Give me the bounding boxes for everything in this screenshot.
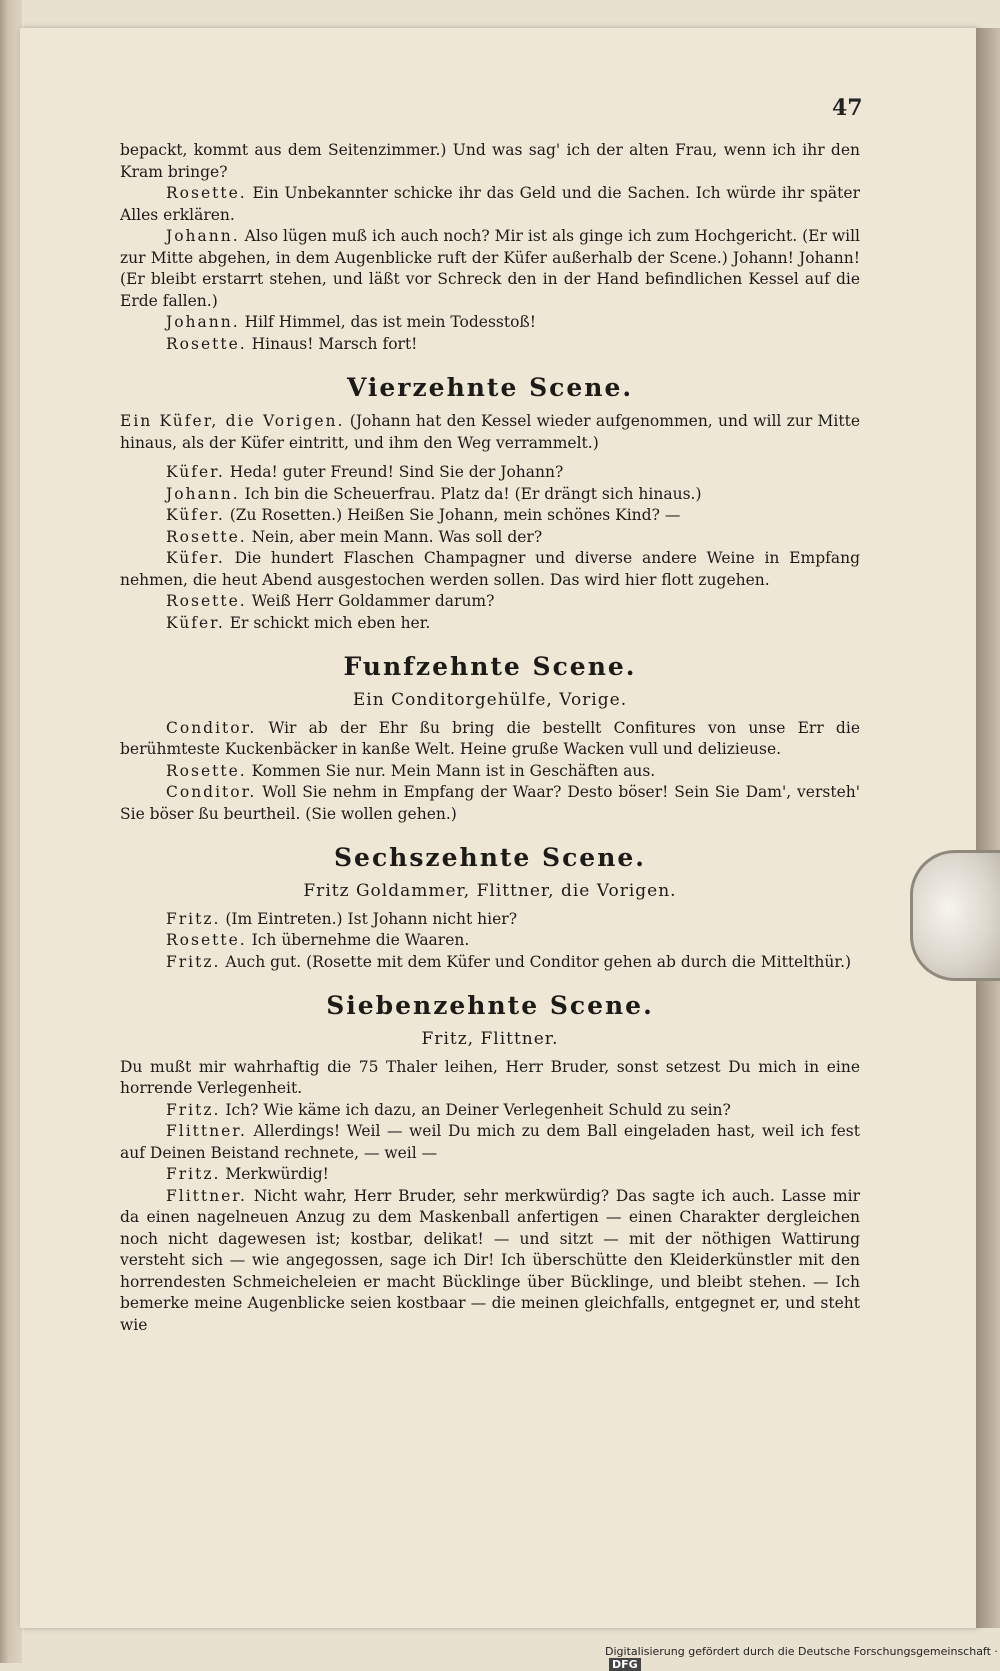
speaker: Fritz.	[166, 1100, 221, 1119]
dialogue-line	[120, 484, 860, 506]
cast-list: Fritz, Flittner.	[421, 1029, 559, 1049]
speech: Ich? Wie käme ich dazu, an Deiner Verlegenheit Schuld zu sein?	[220, 1100, 731, 1119]
speech: Heda! guter Freund! Sind Sie der Johann?	[224, 463, 564, 481]
speaker: Flittner.	[166, 1122, 247, 1140]
dialogue-line	[120, 1186, 860, 1337]
speaker: Küfer.	[166, 506, 225, 524]
speaker: Flittner.	[166, 1186, 247, 1205]
speech: Wir ab der Ehr ßu bring die bestellt Confitures von unse Err die berühmteste Kuckenbäcker in kanße Welt. Heine gruße Wacken vull und delizieuse.	[120, 718, 860, 758]
magnifier-glass	[910, 850, 1000, 981]
stage-direction	[120, 411, 860, 454]
paragraph: bepackt, kommt aus dem Seitenzimmer.) Und was sag' ich der alten Frau, wenn ich ihr den Kram bringe?	[120, 141, 860, 181]
book-gutter	[0, 0, 22, 1663]
speech: Die hundert Flaschen Champagner und diverse andere Weine in Empfang nehmen, die heut Abend ausgestochen werden sollen. Das wird hier flott zugehen.	[120, 549, 860, 589]
page-number: 47	[832, 95, 863, 121]
speech: Also lügen muß ich auch noch? Mir ist als ginge ich zum Hochgericht. (Er will zur Mitte abgehen, in dem Augenblicke ruft der Küfer außerhalb der Scene.) Johann! Johann! (Er bleibt erstarrt stehen, und läßt vor Schreck den in der Hand befindlichen Kessel auf die Erde fallen.)	[120, 227, 860, 310]
speech: Hinaus! Marsch fort!	[246, 334, 418, 353]
speech: Merkwürdig!	[220, 1165, 329, 1183]
dialogue-line	[120, 1100, 860, 1122]
speech: Weiß Herr Goldammer darum?	[246, 592, 495, 610]
speaker: Rosette.	[166, 931, 247, 949]
speech: Ein Unbekannter schicke ihr das Geld und die Sachen. Ich würde ihr später Alles erklären.	[120, 184, 860, 224]
speech: (Im Eintreten.) Ist Johann nicht hier?	[220, 909, 518, 928]
speaker: Fritz.	[166, 952, 221, 971]
speech: Nein, aber mein Mann. Was soll der?	[246, 527, 543, 546]
dialogue-line	[120, 591, 860, 613]
speech: Auch gut. (Rosette mit dem Küfer und Conditor gehen ab durch die Mittelthür.)	[220, 952, 852, 971]
speech: (Zu Rosetten.) Heißen Sie Johann, mein schönes Kind? —	[224, 506, 681, 524]
dialogue-line	[120, 761, 860, 783]
speaker: Johann.	[166, 484, 240, 503]
speaker: Conditor.	[166, 718, 257, 737]
speech: Allerdings! Weil — weil Du mich zu dem Ball eingeladen hast, weil ich fest auf Deinen Beistand rechnete, — weil —	[120, 1122, 860, 1162]
dialogue-line	[120, 527, 860, 549]
dialogue-line	[120, 930, 860, 952]
dialogue-line	[120, 312, 860, 334]
speaker: Küfer.	[166, 549, 225, 567]
speaker: Conditor.	[166, 783, 257, 801]
speaker: Küfer.	[166, 613, 225, 632]
page-edge-shadow	[976, 28, 1000, 1628]
speaker: Küfer.	[166, 463, 225, 481]
dialogue-line	[120, 548, 860, 591]
speech: Ich bin die Scheuerfrau. Platz da! (Er drängt sich hinaus.)	[239, 484, 702, 503]
speaker: Johann.	[166, 227, 240, 245]
dialogue-line	[120, 782, 860, 825]
dialogue-line: Du mußt mir wahrhaftig die 75 Thaler leihen, Herr Bruder, sonst setzest Du mich in eine horrende Verlegenheit.	[120, 1057, 860, 1097]
speech: Hilf Himmel, das ist mein Todesstoß!	[239, 313, 537, 331]
speaker: Johann.	[166, 313, 240, 331]
dialogue-line	[120, 952, 860, 974]
speaker: Rosette.	[166, 592, 247, 610]
dfg-logo: DFG	[609, 1658, 641, 1671]
speaker: Rosette.	[166, 184, 247, 202]
speech: Ich übernehme die Waaren.	[246, 931, 470, 949]
dialogue-line	[120, 505, 860, 527]
direction-text: (Johann hat den Kessel wieder aufgenommen, und will zur Mitte hinaus, als der Küfer eintritt, und ihm den Weg verrammelt.)	[120, 412, 861, 452]
speaker: Rosette.	[166, 334, 247, 353]
speech: Kommen Sie nur. Mein Mann ist in Geschäften aus.	[246, 761, 656, 780]
cast-list: Ein Küfer, die Vorigen.	[120, 412, 345, 430]
dialogue-line	[120, 462, 860, 484]
scene-heading: Sechszehnte Scene.	[333, 843, 646, 872]
scene-heading: Siebenzehnte Scene.	[326, 991, 654, 1020]
dialogue-line	[120, 1121, 860, 1164]
digitization-credit	[605, 1645, 1000, 1671]
cast-list: Ein Conditorgehülfe, Vorige.	[352, 690, 628, 710]
speaker: Fritz.	[166, 1165, 221, 1183]
scene-heading: Funfzehnte Scene.	[343, 652, 637, 681]
dialogue-line	[120, 334, 860, 356]
speech: Nicht wahr, Herr Bruder, sehr merkwürdig? Das sagte ich auch. Lasse mir da einen nagelneuen Anzug zu dem Maskenball anfertigen — einen Charakter dergleichen noch nicht dagewesen ist; kostbar, delikat! — und sitzt — mit der nöthigen Wattirung versteht sich — wie angegossen, sage ich Dir! Ich überschütte den Kleiderkünstler mit den horrendesten Schmeicheleien er macht Bücklinge über Bücklinge, und bleibt stehen. — Ich bemerke meine Augenblicke seien kostbaar — die meinen gleichfalls, entgegnet er, und steht wie	[120, 1186, 860, 1334]
dialogue-line	[120, 909, 860, 931]
speaker: Rosette.	[166, 527, 247, 546]
cast-list: Fritz Goldammer, Flittner, die Vorigen.	[303, 881, 677, 901]
dialogue-line	[120, 1164, 860, 1186]
speaker: Rosette.	[166, 761, 247, 780]
dialogue-line	[120, 718, 860, 761]
dialogue-line	[120, 183, 860, 226]
speech: Er schickt mich eben her.	[224, 613, 431, 632]
credit-text: Digitalisierung gefördert durch die Deutsche Forschungsgemeinschaft ·	[605, 1645, 998, 1658]
speaker: Fritz.	[166, 909, 221, 928]
speech: Woll Sie nehm in Empfang der Waar? Desto böser! Sein Sie Dam', versteh' Sie böser ßu beurtheil. (Sie wollen gehen.)	[120, 783, 860, 823]
page-text	[120, 140, 860, 1336]
dialogue-line	[120, 613, 860, 635]
scene-heading: Vierzehnte Scene.	[346, 373, 634, 402]
dialogue-line	[120, 226, 860, 312]
